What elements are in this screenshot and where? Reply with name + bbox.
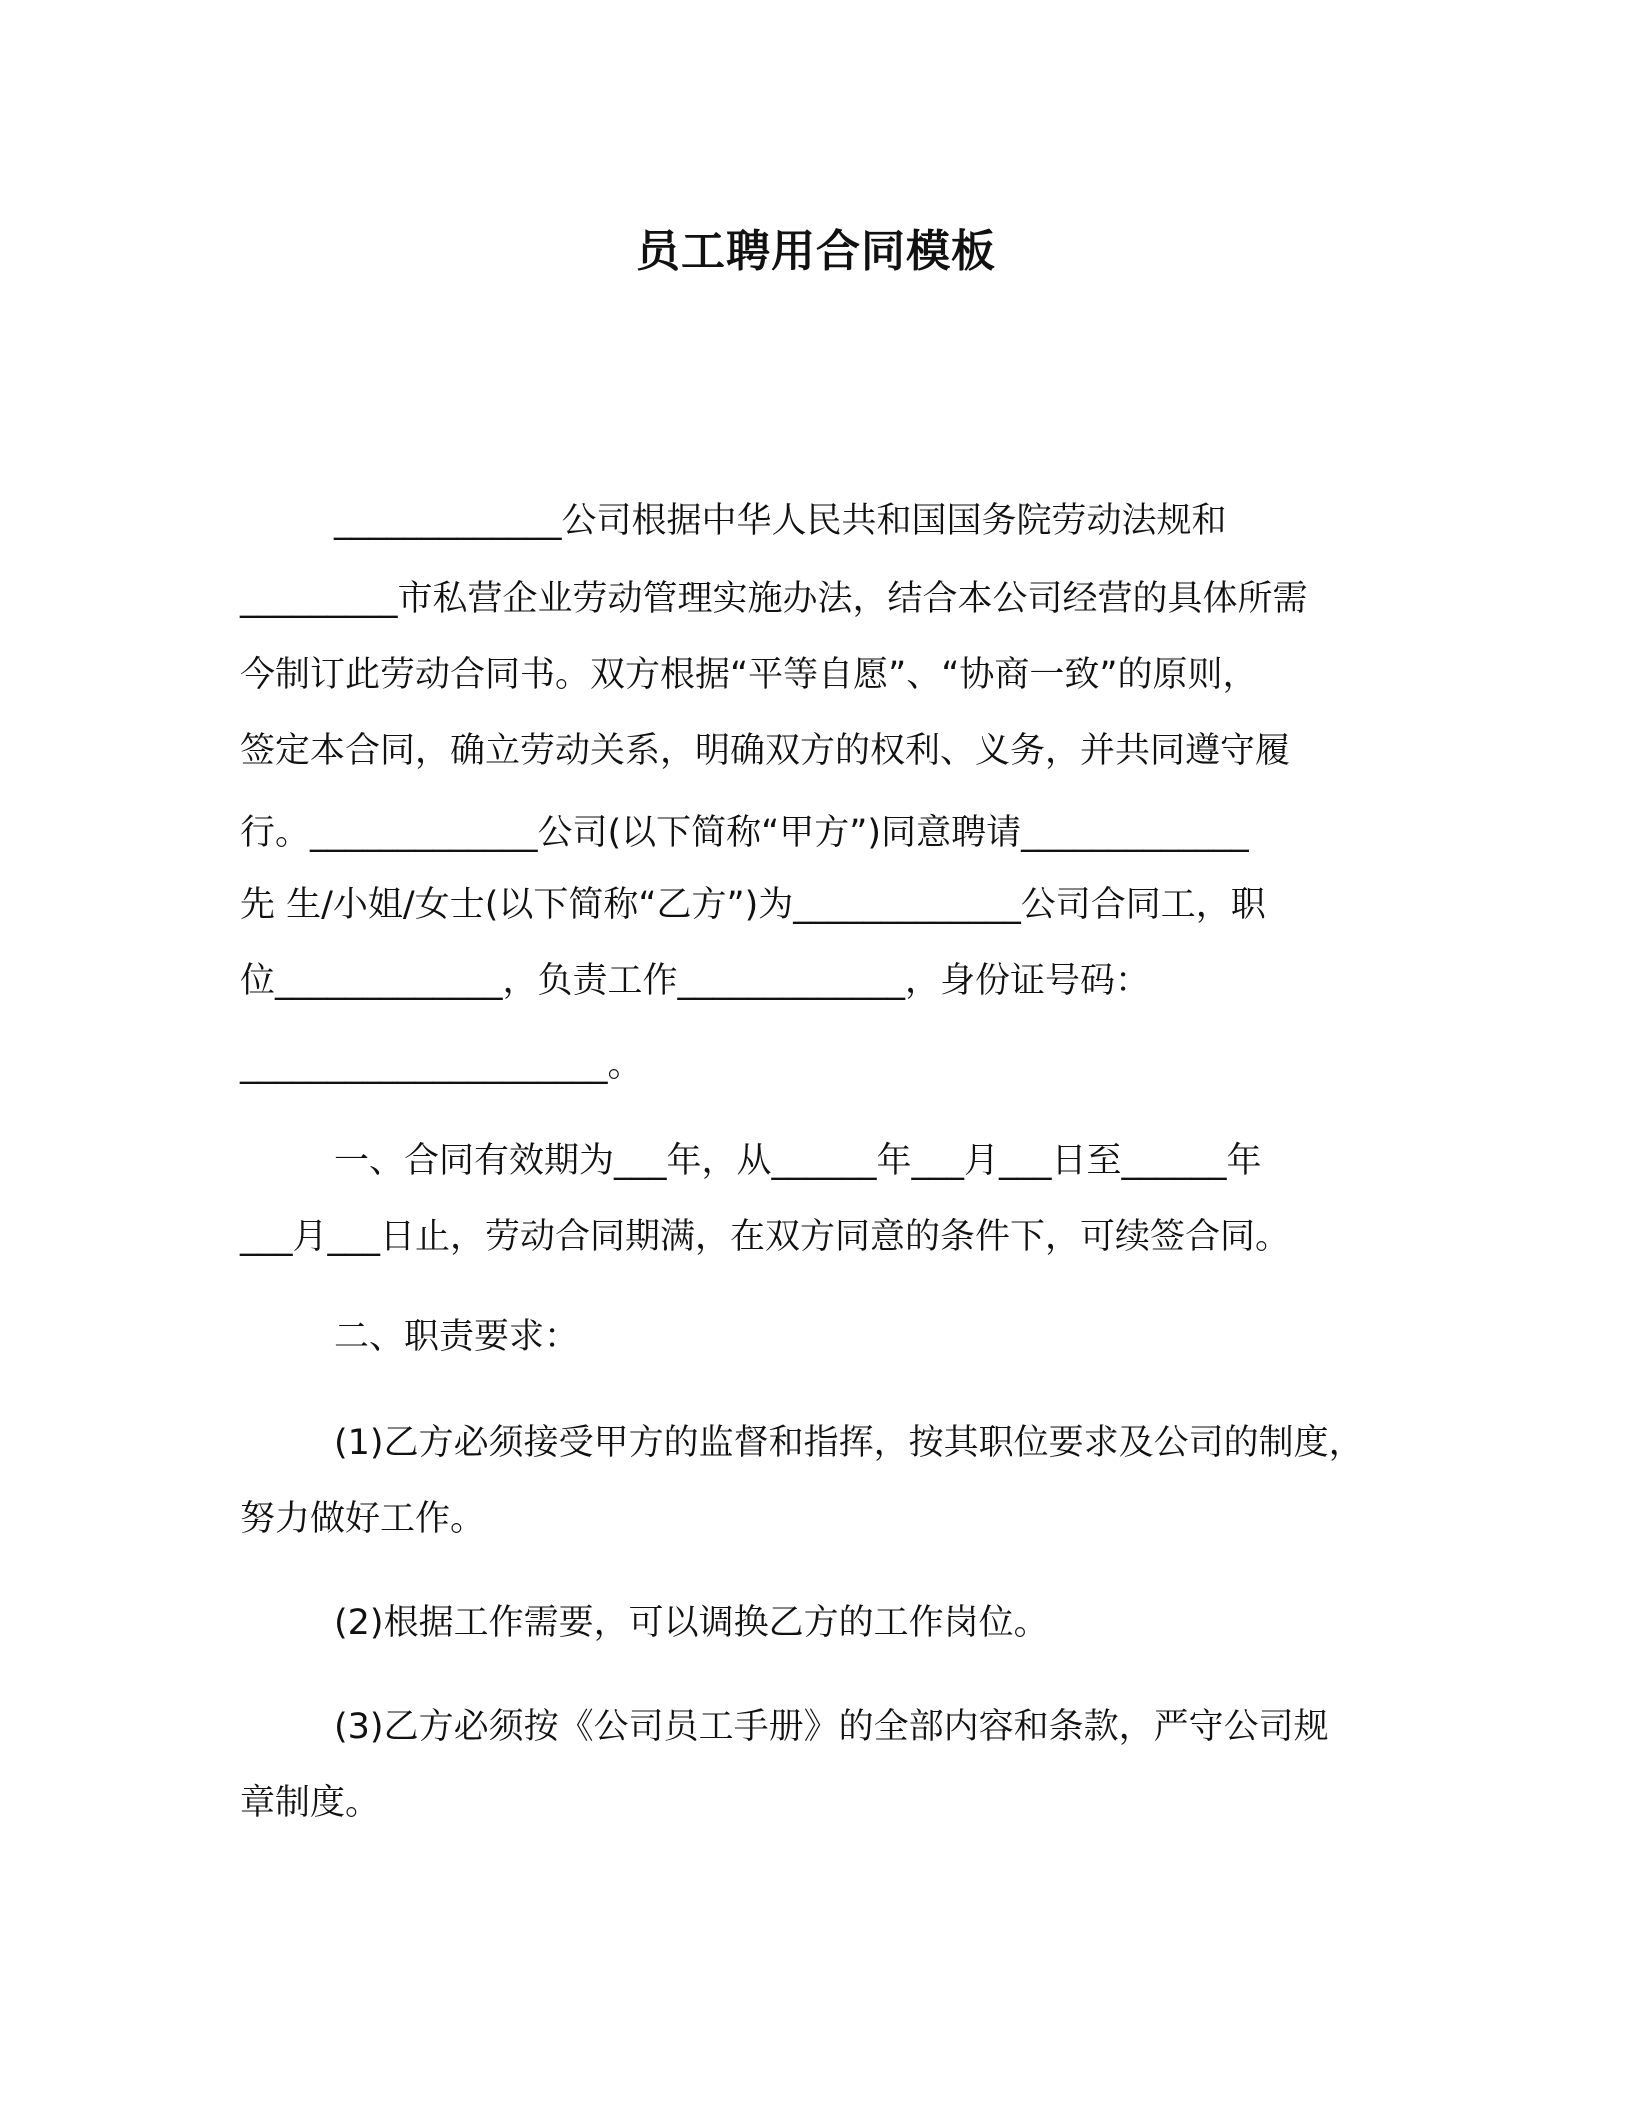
paragraph-line: (1)乙方必须接受甲方的监督和指挥，按其职位要求及公司的制度， [334, 1423, 1364, 1463]
paragraph-line: 今制订此劳动合同书。双方根据“平等自愿”、“协商一致”的原则， [240, 655, 1258, 695]
paragraph-line: _________市私营企业劳动管理实施办法，结合本公司经营的具体所需 [240, 579, 1308, 619]
section-heading: 二、职责要求： [334, 1317, 580, 1357]
paragraph-line: _____________________。 [240, 1045, 643, 1085]
document-title: 员工聘用合同模板 [636, 226, 996, 277]
paragraph-line: 先 生/小姐/女士(以下简称“乙方”)为_____________公司合同工，职 [240, 885, 1266, 925]
paragraph-line: ___月___日止，劳动合同期满，在双方同意的条件下，可续签合同。 [240, 1217, 1291, 1257]
paragraph-line: _____________公司根据中华人民共和国国务院劳动法规和 [334, 501, 1227, 541]
paragraph-line: 努力做好工作。 [240, 1499, 486, 1539]
paragraph-line: 章制度。 [240, 1783, 381, 1823]
paragraph-line: 行。_____________公司(以下简称“甲方”)同意聘请_____________ [240, 813, 1249, 853]
paragraph-line: 一、合同有效期为___年，从______年___月___日至______年 [334, 1141, 1262, 1181]
paragraph-line: (3)乙方必须按《公司员工手册》的全部内容和条款，严守公司规 [334, 1707, 1329, 1747]
paragraph-line: (2)根据工作需要，可以调换乙方的工作岗位。 [334, 1603, 1049, 1643]
paragraph-line: 签定本合同，确立劳动关系，明确双方的权利、义务，并共同遵守履 [240, 731, 1291, 771]
paragraph-line: 位_____________，负责工作_____________，身份证号码： [240, 961, 1151, 1001]
